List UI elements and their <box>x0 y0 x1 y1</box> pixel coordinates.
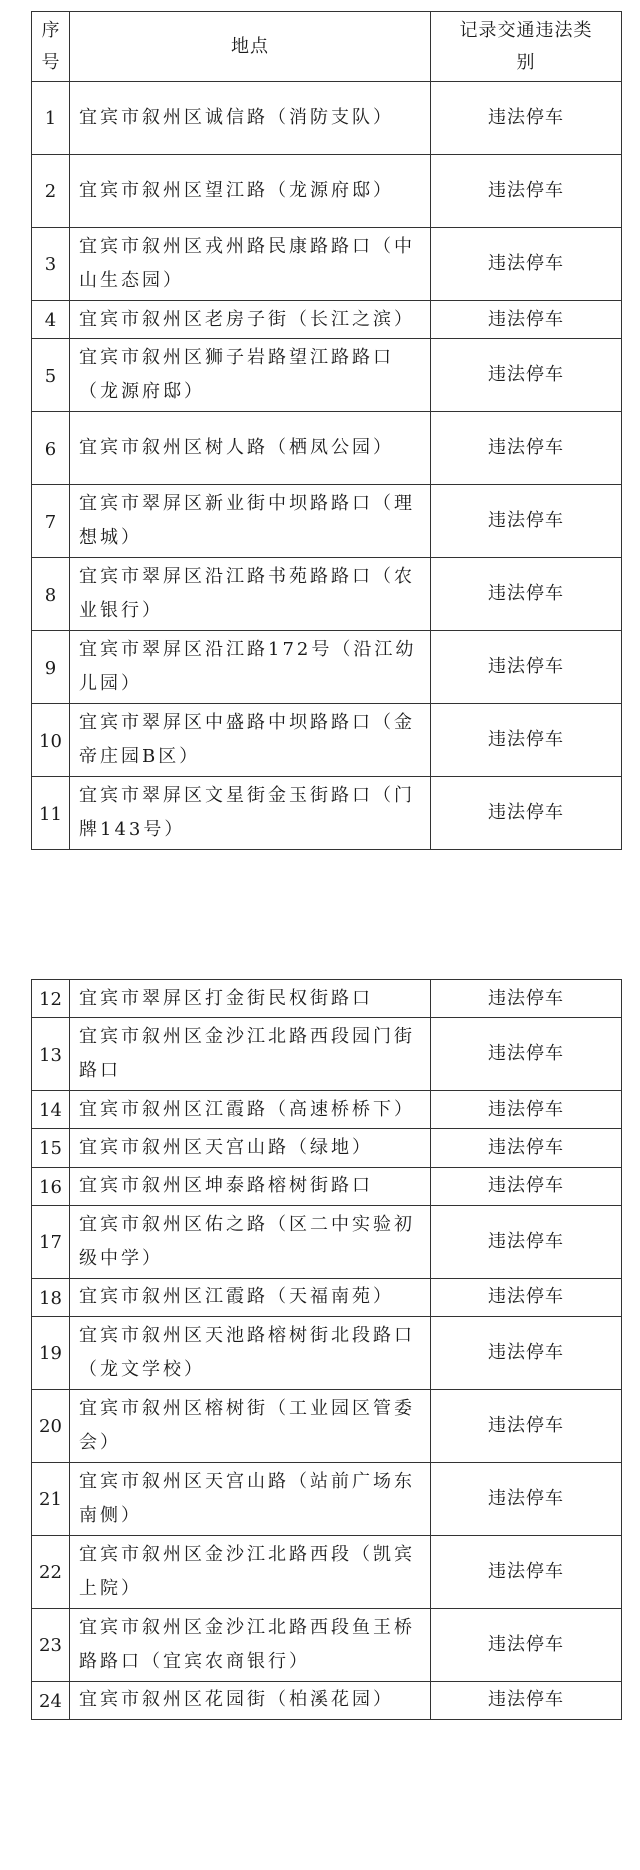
table-body-part-2 <box>32 980 622 1720</box>
row-number: 22 <box>32 1535 70 1608</box>
row-number: 15 <box>32 1129 70 1167</box>
row-number: 17 <box>32 1205 70 1278</box>
row-location: 宜宾市叙州区老房子街（长江之滨） <box>70 301 431 339</box>
row-violation-type: 违法停车 <box>431 1462 622 1535</box>
row-location: 宜宾市叙州区榕树街（工业园区管委会） <box>70 1389 431 1462</box>
row-violation-type: 违法停车 <box>431 1316 622 1389</box>
row-location: 宜宾市叙州区佑之路（区二中实验初级中学） <box>70 1205 431 1278</box>
table-row <box>32 1018 622 1091</box>
row-violation-type: 违法停车 <box>431 777 622 850</box>
row-violation-type: 违法停车 <box>431 155 622 228</box>
row-number: 12 <box>32 980 70 1018</box>
row-number: 8 <box>32 558 70 631</box>
table-row <box>32 1129 622 1167</box>
row-location: 宜宾市叙州区天池路榕树街北段路口（龙文学校） <box>70 1316 431 1389</box>
row-number: 14 <box>32 1091 70 1129</box>
violation-table-part-1 <box>31 11 622 850</box>
row-number: 11 <box>32 777 70 850</box>
row-location: 宜宾市叙州区狮子岩路望江路路口（龙源府邸） <box>70 339 431 412</box>
table-row <box>32 631 622 704</box>
table-row <box>32 155 622 228</box>
table-body-part-1 <box>32 82 622 850</box>
row-location: 宜宾市叙州区树人路（栖凤公园） <box>70 412 431 485</box>
row-violation-type: 违法停车 <box>431 558 622 631</box>
row-location: 宜宾市叙州区江霞路（高速桥桥下） <box>70 1091 431 1129</box>
table-row <box>32 1389 622 1462</box>
row-location: 宜宾市叙州区金沙江北路西段（凯宾上院） <box>70 1535 431 1608</box>
table-row <box>32 1205 622 1278</box>
row-violation-type: 违法停车 <box>431 704 622 777</box>
row-violation-type: 违法停车 <box>431 1278 622 1316</box>
row-violation-type: 违法停车 <box>431 1389 622 1462</box>
row-violation-type: 违法停车 <box>431 1205 622 1278</box>
row-violation-type: 违法停车 <box>431 339 622 412</box>
row-location: 宜宾市叙州区坤泰路榕树街路口 <box>70 1167 431 1205</box>
row-location: 宜宾市叙州区花园街（柏溪花园） <box>70 1681 431 1719</box>
row-location: 宜宾市叙州区江霞路（天福南苑） <box>70 1278 431 1316</box>
row-violation-type: 违法停车 <box>431 1018 622 1091</box>
row-number: 9 <box>32 631 70 704</box>
violation-table-part-2 <box>31 979 622 1720</box>
row-violation-type: 违法停车 <box>431 631 622 704</box>
row-location: 宜宾市翠屏区新业街中坝路路口（理想城） <box>70 485 431 558</box>
row-violation-type: 违法停车 <box>431 412 622 485</box>
row-location: 宜宾市翠屏区中盛路中坝路路口（金帝庄园B区） <box>70 704 431 777</box>
row-number: 6 <box>32 412 70 485</box>
row-number: 3 <box>32 228 70 301</box>
row-location: 宜宾市叙州区诚信路（消防支队） <box>70 82 431 155</box>
row-number: 16 <box>32 1167 70 1205</box>
row-violation-type: 违法停车 <box>431 1608 622 1681</box>
row-location: 宜宾市叙州区天宫山路（绿地） <box>70 1129 431 1167</box>
row-number: 18 <box>32 1278 70 1316</box>
table-row <box>32 228 622 301</box>
row-number: 5 <box>32 339 70 412</box>
row-violation-type: 违法停车 <box>431 1681 622 1719</box>
row-violation-type: 违法停车 <box>431 1091 622 1129</box>
table-header-row <box>32 12 622 82</box>
row-violation-type: 违法停车 <box>431 980 622 1018</box>
row-violation-type: 违法停车 <box>431 1535 622 1608</box>
row-number: 4 <box>32 301 70 339</box>
row-location: 宜宾市翠屏区打金街民权街路口 <box>70 980 431 1018</box>
row-location: 宜宾市翠屏区沿江路书苑路路口（农业银行） <box>70 558 431 631</box>
row-number: 7 <box>32 485 70 558</box>
table-row <box>32 339 622 412</box>
table-row <box>32 704 622 777</box>
table-row <box>32 301 622 339</box>
header-violation-type: 记录交通违法类别 <box>431 12 622 82</box>
row-number: 20 <box>32 1389 70 1462</box>
row-number: 2 <box>32 155 70 228</box>
row-location: 宜宾市叙州区望江路（龙源府邸） <box>70 155 431 228</box>
table-row <box>32 1608 622 1681</box>
header-serial-number: 序号 <box>32 12 70 82</box>
row-violation-type: 违法停车 <box>431 485 622 558</box>
row-violation-type: 违法停车 <box>431 82 622 155</box>
row-location: 宜宾市叙州区戎州路民康路路口（中山生态园） <box>70 228 431 301</box>
header-location: 地点 <box>70 12 431 82</box>
table-row <box>32 1535 622 1608</box>
row-location: 宜宾市叙州区金沙江北路西段园门街路口 <box>70 1018 431 1091</box>
row-number: 23 <box>32 1608 70 1681</box>
table-row <box>32 1681 622 1719</box>
row-violation-type: 违法停车 <box>431 301 622 339</box>
row-violation-type: 违法停车 <box>431 1167 622 1205</box>
row-violation-type: 违法停车 <box>431 228 622 301</box>
table-row <box>32 777 622 850</box>
row-number: 10 <box>32 704 70 777</box>
table-row <box>32 980 622 1018</box>
row-number: 19 <box>32 1316 70 1389</box>
row-location: 宜宾市翠屏区沿江路172号（沿江幼儿园） <box>70 631 431 704</box>
table-row <box>32 1091 622 1129</box>
row-location: 宜宾市翠屏区文星街金玉街路口（门牌143号） <box>70 777 431 850</box>
table-row <box>32 558 622 631</box>
table-row <box>32 412 622 485</box>
table-row <box>32 1316 622 1389</box>
table-row <box>32 1462 622 1535</box>
table-row <box>32 485 622 558</box>
row-number: 1 <box>32 82 70 155</box>
row-number: 24 <box>32 1681 70 1719</box>
row-location: 宜宾市叙州区金沙江北路西段鱼王桥路路口（宜宾农商银行） <box>70 1608 431 1681</box>
row-number: 21 <box>32 1462 70 1535</box>
table-row <box>32 1167 622 1205</box>
table-row <box>32 1278 622 1316</box>
row-number: 13 <box>32 1018 70 1091</box>
row-location: 宜宾市叙州区天宫山路（站前广场东南侧） <box>70 1462 431 1535</box>
row-violation-type: 违法停车 <box>431 1129 622 1167</box>
table-row <box>32 82 622 155</box>
